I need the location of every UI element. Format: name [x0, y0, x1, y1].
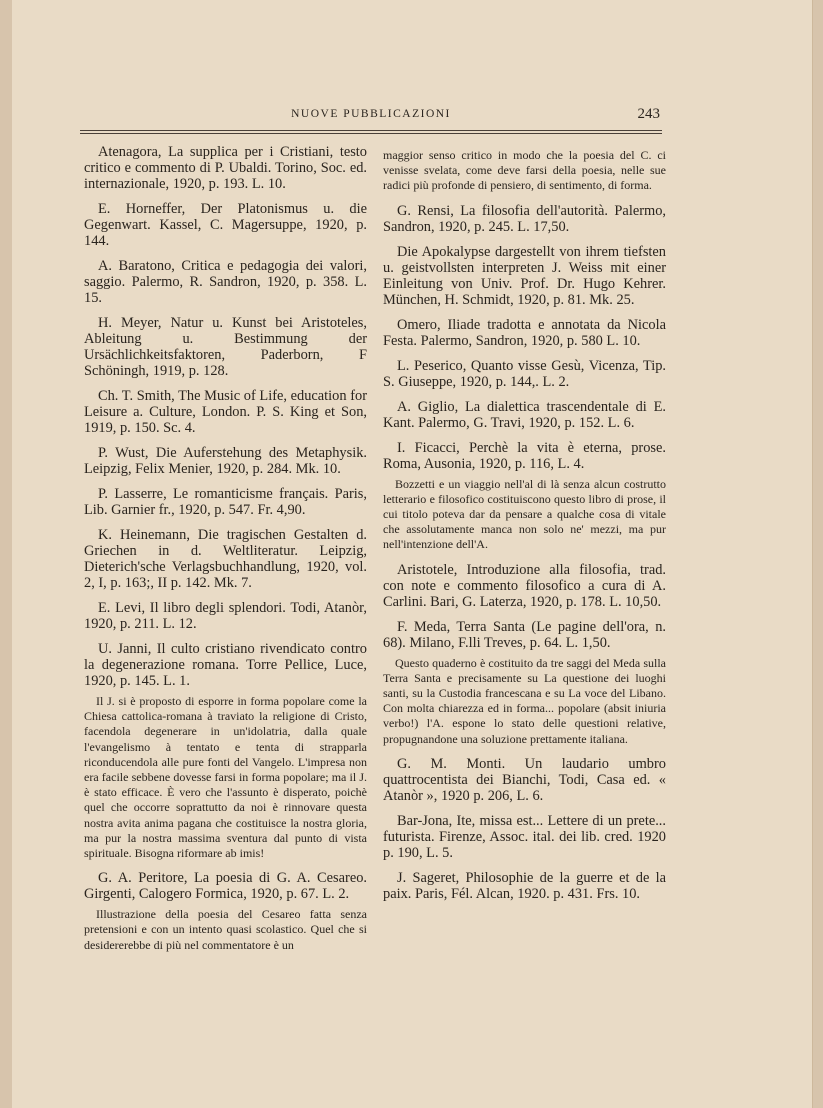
bibliography-entry: E. Horneffer, Der Platonismus u. die Gegenwart. Kassel, C. Magersuppe, 1920, p. 144. [84, 201, 367, 249]
bibliography-entry: G. M. Monti. Un laudario umbro quattrocentista dei Bianchi, Todi, Casa ed. « Atanòr », 1920 p. 206, L. 6. [383, 755, 666, 804]
bibliography-entry: Bar-Jona, Ite, missa est... Lettere di un prete... futurista. Firenze, Assoc. ital. dei lib. cred. 1920 p. 190, L. 5. [383, 812, 666, 861]
bibliography-entry: P. Wust, Die Auferstehung des Metaphysik. Leipzig, Felix Menier, 1920, p. 284. Mk. 10. [84, 445, 367, 477]
bibliography-entry: U. Janni, Il culto cristiano rivendicato contro la degenerazione romana. Torre Pellice, Luce, 1920, p. 145. L. 1. [84, 641, 367, 689]
header-rule [80, 133, 662, 134]
bibliography-entry: G. Rensi, La filosofia dell'autorità. Palermo, Sandron, 1920, p. 245. L. 17,50. [383, 202, 666, 235]
bibliography-entry: H. Meyer, Natur u. Kunst bei Aristoteles, Ableitung u. Bestimmung der Ursächlichkeitsfaktoren, Paderborn, F Schöningh, 1919, p. 128. [84, 315, 367, 379]
right-column [383, 144, 666, 911]
review-note: Questo quaderno è costituito da tre saggi del Meda sulla Terra Santa e precisamente su La questione dei luoghi santi, su la Custodia francescana e su La voce del Libano. Con molta chiarezza ed in forma... popolare (absit iniuria verbo!) l'A. espone lo stato delle questioni relative, propugnandone una soluzione prettamente italiana. [383, 655, 666, 746]
page-number: 243 [637, 106, 660, 122]
bibliography-entry: I. Ficacci, Perchè la vita è eterna, prose. Roma, Ausonia, 1920, p. 116, L. 4. [383, 439, 666, 472]
bibliography-entry: J. Sageret, Philosophie de la guerre et de la paix. Paris, Fél. Alcan, 1920. p. 431. Frs. 10. [383, 869, 666, 902]
bibliography-entry: P. Lasserre, Le romanticisme français. Paris, Lib. Garnier fr., 1920, p. 547. Fr. 4,90. [84, 486, 367, 518]
bibliography-entry: A. Giglio, La dialettica trascendentale di E. Kant. Palermo, G. Travi, 1920, p. 152. L. 6. [383, 398, 666, 431]
review-note: Illustrazione della poesia del Cesareo fatta senza pretensioni e con un intento quasi scolastico. Quel che si desidererebbe di più nel commentatore è un [84, 907, 367, 952]
bibliography-entry: Die Apokalypse dargestellt von ihrem tiefsten u. geistvollsten interpreten J. Weiss mit einer Einleitung von Univ. Prof. Dr. Hugo Kehrer. München, H. Schmidt, 1920, p. 81. Mk. 25. [383, 243, 666, 308]
bibliography-entry: G. A. Peritore, La poesia di G. A. Cesareo. Girgenti, Calogero Formica, 1920, p. 67. L. 2. [84, 870, 367, 903]
review-note: Il J. si è proposto di esporre in forma popolare come la Chiesa cattolica-romana à traviato la religione di Cristo, facendola degenerare in un'idolatria, dalla quale l'evangelismo à tentato e tenta di strapparla riconducendola alle pure fonti del Vangelo. L'impresa non era facile sebbene dovesse farsi in forma popolare; ma il J. è stato efficace. È vero che l'assunto è disperato, poichè quel che occorre soprattutto da noi è rinnovare questa nostra avita anima pagana che costituisce la nostra gloria, ma pur la nostra massima sventura dal punto di vista spirituale. Bisogna riformare ab imis! [84, 694, 367, 861]
bibliography-entry: L. Peserico, Quanto visse Gesù, Vicenza, Tip. S. Giuseppe, 1920, p. 144,. L. 2. [383, 357, 666, 390]
review-note: maggior senso critico in modo che la poesia del C. ci venisse svelata, come deve farsi della poesia, nelle sue radici più profonde di pensiero, di sentimento, di forma. [383, 148, 666, 193]
running-title: NUOVE PUBBLICAZIONI [291, 108, 451, 120]
bibliography-entry: Aristotele, Introduzione alla filosofia, trad. con note e commento filosofico a cura di A. Carlini. Bari, G. Laterza, 1920, p. 178. L. 10,50. [383, 561, 666, 610]
bibliography-entry: A. Baratono, Critica e pedagogia dei valori, saggio. Palermo, R. Sandron, 1920, p. 358. L. 15. [84, 258, 367, 306]
review-note: Bozzetti e un viaggio nell'al di là senza alcun costrutto letterario e filosofico costituiscono questo libro di prose, il cui titolo poteva dar da pensare a qualche cosa di vitale che assolutamente manca non solo ne' mezzi, ma pur nell'intenzione dell'A. [383, 476, 666, 552]
bibliography-entry: E. Levi, Il libro degli splendori. Todi, Atanòr, 1920, p. 211. L. 12. [84, 600, 367, 632]
bibliography-entry: Omero, Iliade tradotta e annotata da Nicola Festa. Palermo, Sandron, 1920, p. 580 L. 10. [383, 316, 666, 349]
bibliography-entry: F. Meda, Terra Santa (Le pagine dell'ora, n. 68). Milano, F.lli Treves, p. 64. L. 1,50. [383, 618, 666, 651]
page-header [80, 106, 662, 131]
bibliography-entry: Ch. T. Smith, The Music of Life, education for Leisure a. Culture, London. P. S. King et Son, 1919, p. 150. Sc. 4. [84, 388, 367, 436]
bibliography-entry: K. Heinemann, Die tragischen Gestalten d. Griechen in d. Weltliteratur. Leipzig, Dieterich'sche Verlagsbuchhandlung, 1920, vol. 2, I, p. 163;, II p. 142. Mk. 7. [84, 527, 367, 591]
left-column [84, 144, 367, 962]
bibliography-entry: Atenagora, La supplica per i Cristiani, testo critico e commento di P. Ubaldi. Torino, Soc. ed. internazionale, 1920, p. 193. L. 10. [84, 144, 367, 192]
